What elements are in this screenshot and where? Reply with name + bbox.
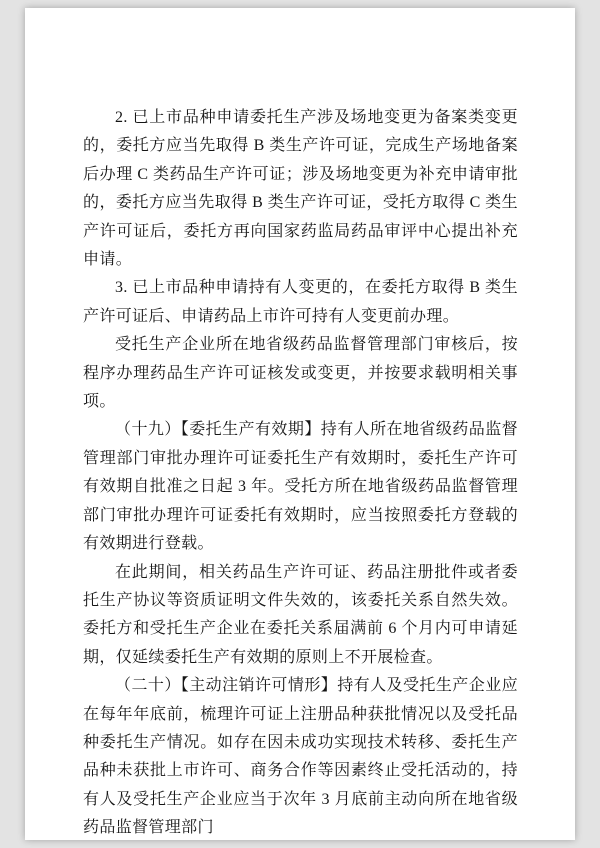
document-paragraph-validity: 在此期间，相关药品生产许可证、药品注册批件或者委托生产协议等资质证明文件失效的，该委托关系自然失效。委托方和受托生产企业在委托关系届满前 6 个月内可申请延期，仅延续委托生产有效期的原则上不开展检查。 [83, 563, 518, 666]
document-page [25, 8, 575, 840]
document-paragraph-item-3: 3. 已上市品种申请持有人变更的，在委托方取得 B 类生产许可证后、申请药品上市许可持有人变更前办理。 [83, 279, 518, 325]
document-paragraph-clause-20: （二十）【主动注销许可情形】持有人及受托生产企业应在每年年底前，梳理许可证上注册品种获批情况以及受托品种委托生产情况。如存在因未成功实现技术转移、委托生产品种未获批上市许可、商务合作等因素终止受托活动的，持有人及受托生产企业应当于次年 3 月底前主动向所在地省级药品监督管理部门 [83, 677, 518, 837]
document-paragraph-clause-19: （十九）【委托生产有效期】持有人所在地省级药品监督管理部门审批办理许可证委托生产有效期时，委托生产许可有效期自批准之日起 3 年。受托方所在地省级药品监督管理部门审批办理许可证委托有效期时，应当按照委托方登载的有效期进行登载。 [83, 421, 518, 553]
document-content [25, 8, 575, 843]
document-paragraph-review: 受托生产企业所在地省级药品监督管理部门审核后，按程序办理药品生产许可证核发或变更，并按要求载明相关事项。 [83, 336, 518, 411]
document-paragraph-item-2: 2. 已上市品种申请委托生产涉及场地变更为备案类变更的，委托方应当先取得 B 类生产许可证，完成生产场地备案后办理 C 类药品生产许可证；涉及场地变更为补充申请审批的，委托方应当先取得 B 类生产许可证，受托方取得 C 类生产许可证后，委托方再向国家药监局药品审评中心提出补充申请。 [83, 109, 518, 269]
